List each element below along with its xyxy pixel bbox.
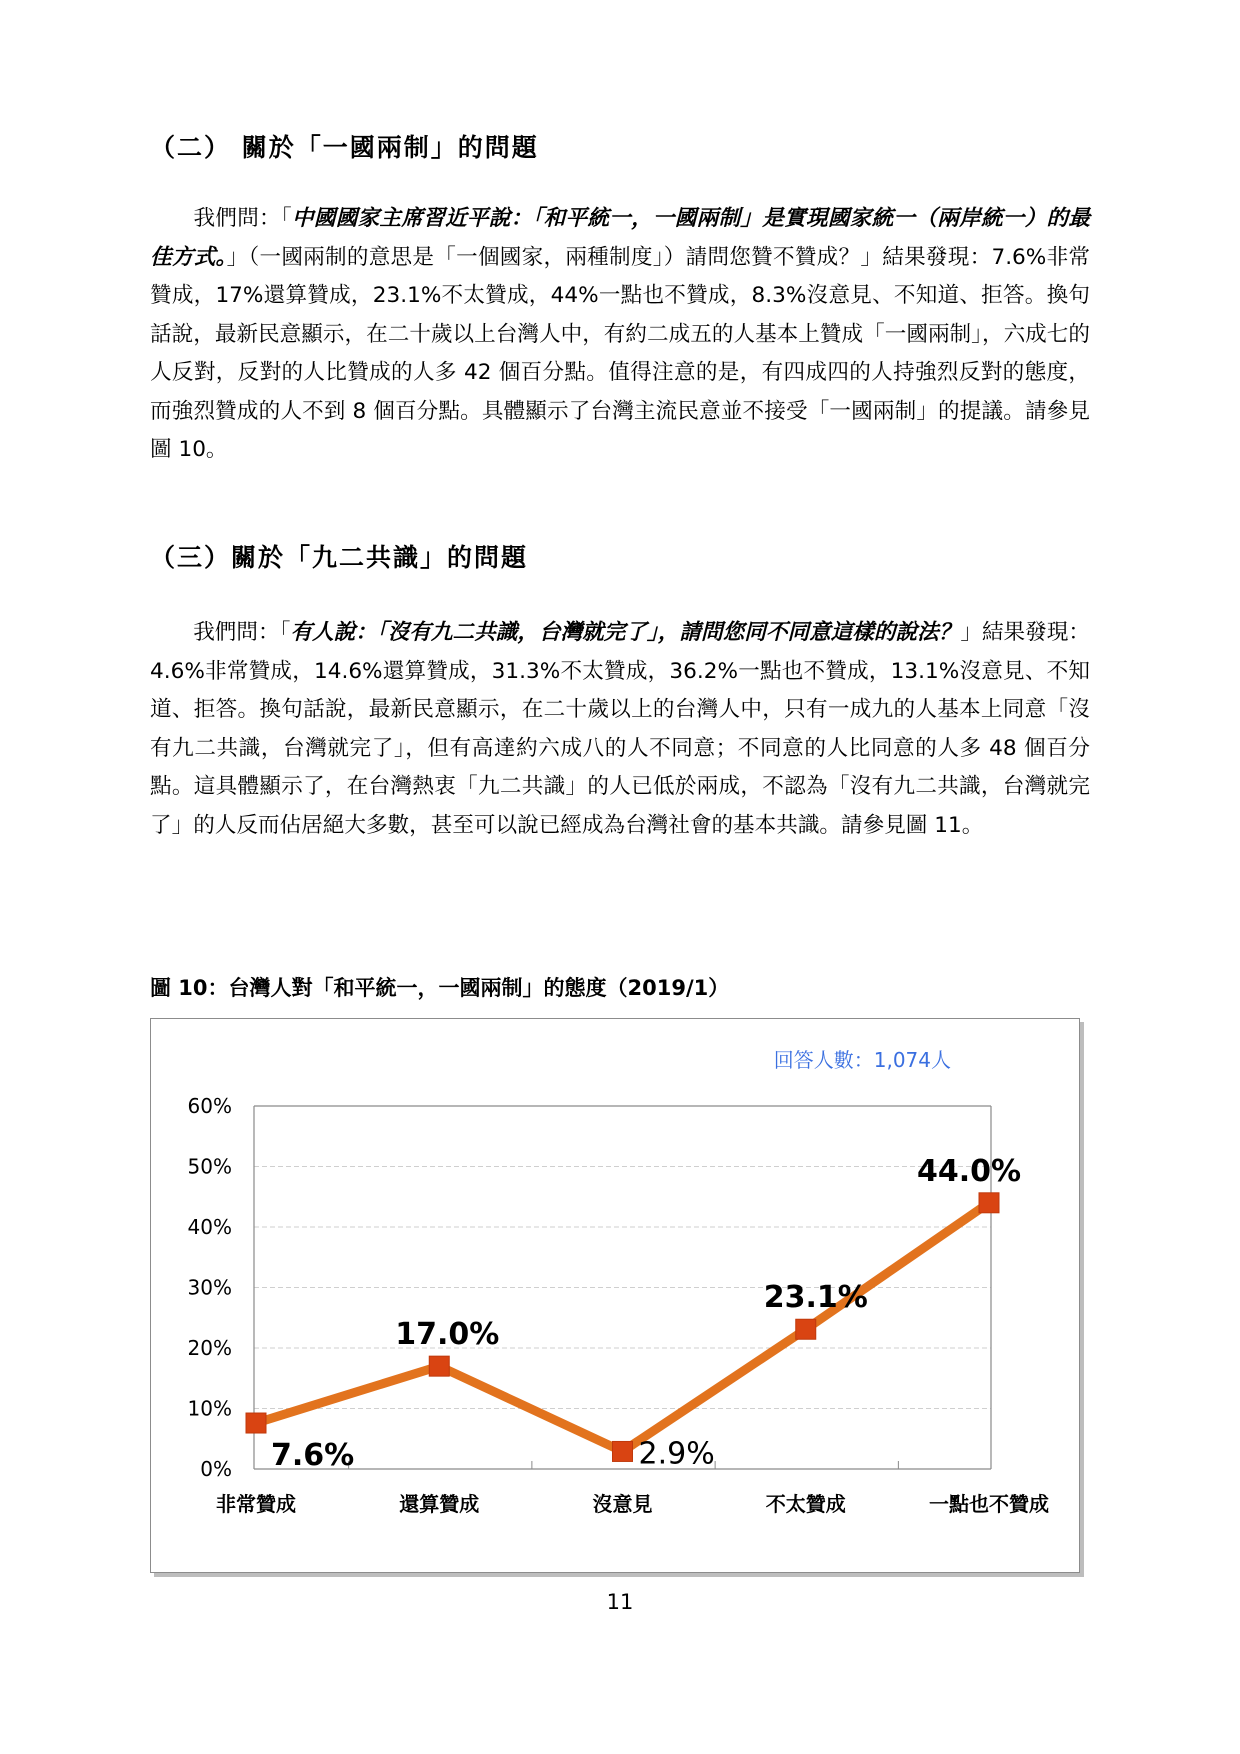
figure-caption: 圖 10：台灣人對「和平統一，一國兩制」的態度（2019/1） (150, 976, 730, 1000)
data-label: 17.0% (395, 1317, 500, 1353)
x-category-label: 非常贊成 (216, 1492, 296, 1516)
question-prefix: 我們問：「 (193, 206, 292, 231)
data-point-marker (246, 1413, 266, 1433)
question-prefix: 我們問：「 (193, 620, 291, 645)
respondent-count-annotation: 回答人數：1,074人 (773, 1048, 951, 1072)
page-number: 11 (606, 1590, 634, 1614)
data-label: 23.1% (763, 1280, 868, 1316)
y-tick-label: 60% (187, 1094, 232, 1118)
data-point-marker (979, 1193, 999, 1213)
result-text: 」（一國兩制的意思是「一個國家，兩種制度」）請問您贊不贊成？」結果發現：7.6%非常贊成，17%還算贊成，23.1%不太贊成，44%一點也不贊成，8.3%沒意見、不知道、拒答。換句話說，最新民意顯示，在二十歲以上台灣人中，有約二成五的人基本上贊成「一國兩制」，六成七的人反對，反對的人比贊成的人多 42 個百分點。值得注意的是，有四成四的人持強烈反對的態度，而強烈贊成的人不到 8 個百分點。具體顯示了台灣主流民意並不接受「一國兩制」的提議。請參見圖 10。 (150, 244, 1091, 462)
data-label: 44.0% (916, 1153, 1022, 1189)
question-text: 有人說：「沒有九二共識，台灣就完了」，請問您同不同意這樣的說法？ (290, 620, 961, 645)
y-tick-label: 40% (187, 1215, 232, 1239)
data-label: 2.9% (638, 1436, 715, 1472)
x-category-label: 不太贊成 (765, 1492, 846, 1516)
paragraph-1992-consensus (150, 614, 1090, 845)
result-text: 」結果發現：4.6%非常贊成，14.6%還算贊成，31.3%不太贊成，36.2%一點也不贊成，13.1%沒意見、不知道、拒答。換句話說，最新民意顯示，在二十歲以上的台灣人中，只有一成九的人基本上同意「沒有九二共識，台灣就完了」，但有高達約六成八的人不同意；不同意的人比同意的人多 48 個百分點。這具體顯示了，在台灣熱衷「九二共識」的人已低於兩成，不認為「沒有九二共識，台灣就完了」的人反而佔居絕大多數，甚至可以說已經成為台灣社會的基本共識。請參見圖 11。 (150, 620, 1090, 838)
data-point-marker (429, 1356, 449, 1376)
x-category-label: 還算贊成 (399, 1492, 480, 1516)
y-tick-label: 10% (187, 1396, 232, 1421)
section-heading-one-country-two-systems: （二） 關於「一國兩制」的問題 (150, 133, 539, 162)
data-point-marker (796, 1319, 816, 1339)
y-tick-label: 20% (187, 1336, 232, 1360)
chart-frame (150, 1018, 1080, 1573)
x-category-label: 沒意見 (592, 1492, 653, 1516)
line-chart (151, 1019, 1079, 1572)
y-tick-label: 30% (187, 1275, 232, 1300)
question-text: 中國國家主席習近平說：「和平統一，一國兩制」是實現國家統一（兩岸統一）的最佳方式。 (150, 206, 1091, 270)
y-tick-label: 0% (200, 1457, 232, 1481)
data-label: 7.6% (271, 1438, 355, 1474)
x-category-label: 一點也不贊成 (929, 1492, 1049, 1516)
series-line (256, 1203, 989, 1452)
paragraph-one-country-two-systems (150, 200, 1090, 470)
section-heading-1992-consensus: （三）關於「九二共識」的問題 (150, 543, 529, 572)
y-tick-label: 50% (187, 1154, 232, 1179)
data-point-marker (613, 1441, 633, 1461)
